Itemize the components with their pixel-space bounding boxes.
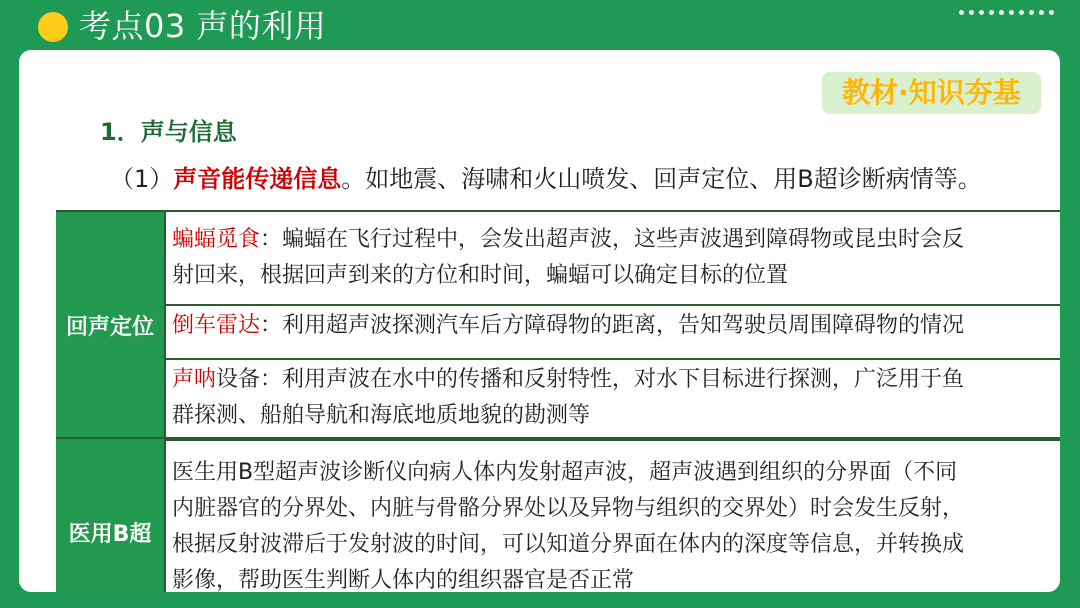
dot-icon — [979, 10, 984, 15]
dot-icon — [959, 10, 964, 15]
item-line-1 — [172, 362, 1060, 398]
term-tail: 设备 — [216, 367, 261, 392]
header-bar — [0, 0, 1080, 54]
text-line: 医生用B型超声波诊断仪向病人体内发射超声波，超声波遇到组织的分界面（不同 — [172, 460, 958, 485]
section-heading: 1．声与信息 — [100, 118, 237, 146]
text-line: 内脏器官的分界处、内脏与骨骼分界处以及异物与组织的交界处）时会发生反射， — [172, 496, 965, 521]
item-text: ：蝙蝠在飞行过程中，会发出超声波，这些声波遇到障碍物或昆虫时会反 — [260, 227, 965, 252]
intro-text — [110, 162, 982, 196]
item-line-2: 群探测、船舶导航和海底地质地貌的勘测等 — [172, 403, 591, 428]
term-label: 声呐 — [172, 367, 217, 392]
decorative-dots — [959, 10, 1054, 15]
text-line: 影像，帮助医生判断人体内的组织器官是否正常 — [172, 568, 635, 592]
dot-icon — [989, 10, 994, 15]
text-line: 根据反射波滞后于发射波的时间，可以知道分界面在体内的深度等信息，并转换成 — [172, 532, 965, 557]
intro-suffix: 。如地震、海啸和火山喷发、回声定位、用B超诊断病情等。 — [341, 165, 982, 193]
list-item — [166, 308, 1060, 356]
dot-icon — [969, 10, 974, 15]
table-row — [56, 439, 1060, 592]
item-line-2: 射回来，根据回声到来的方位和时间，蝙蝠可以确定目标的位置 — [172, 263, 789, 288]
row-content — [166, 212, 1060, 439]
dot-icon — [1049, 10, 1054, 15]
intro-emphasis: 声音能传递信息 — [173, 165, 342, 193]
section-badge: 教材·知识夯基 — [822, 72, 1041, 114]
dot-icon — [999, 10, 1004, 15]
bullet-text — [172, 455, 1060, 592]
row-label: 回声定位 — [56, 212, 166, 439]
table-row — [56, 212, 1060, 439]
row-divider — [166, 304, 1060, 306]
item-text: ：利用超声波探测汽车后方障碍物的距离，告知驾驶员周围障碍物的情况 — [260, 313, 965, 338]
row-content — [166, 439, 1060, 592]
dot-icon — [1029, 10, 1034, 15]
list-item — [166, 222, 1060, 304]
dot-icon — [1009, 10, 1014, 15]
row-label: 医用B超 — [56, 439, 166, 592]
dot-icon — [1039, 10, 1044, 15]
item-line-1 — [172, 308, 1060, 344]
info-table — [56, 210, 1060, 592]
dot-icon — [1019, 10, 1024, 15]
list-item — [166, 362, 1060, 436]
page-title: 考点03 声的利用 — [79, 7, 327, 45]
term-label: 蝙蝠觅食 — [172, 227, 261, 252]
title-dot-icon — [38, 12, 68, 42]
item-line-1 — [172, 222, 1060, 258]
item-text: ：利用声波在水中的传播和反射特性，对水下目标进行探测，广泛用于鱼 — [260, 367, 965, 392]
intro-prefix: （1） — [110, 165, 174, 193]
content-card — [19, 50, 1060, 592]
row-divider — [166, 358, 1060, 360]
term-label: 倒车雷达 — [172, 313, 261, 338]
